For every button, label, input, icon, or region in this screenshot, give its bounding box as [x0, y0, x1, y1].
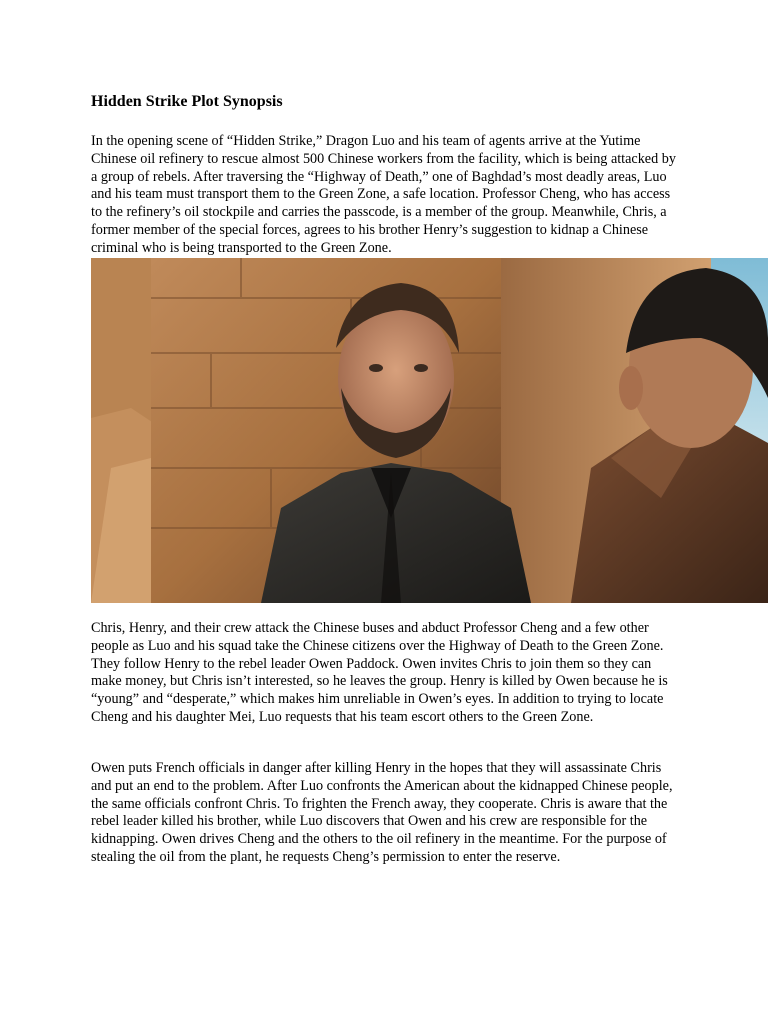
paragraph-2: Chris, Henry, and their crew attack the Chinese buses and abduct Professor Cheng and a few other people as Luo and his squad take the Chinese citizens over the Highway of Death to the Green Zone. They follow Henry to the rebel leader Owen Paddock. Owen invites Chris to join them so they can make money, but Chris isn’t interested, so he leaves the group. Henry is killed by Owen because he is “young” and “desperate,” which makes him unreliable in Owen’s eyes. In addition to trying to locate Cheng and his daughter Mei, Luo requests that his team escort others to the Green Zone.	[91, 620, 668, 725]
paragraph-3: Owen puts French officials in danger after killing Henry in the hopes that they will assassinate Chris and put an end to the problem. After Luo confronts the American about the kidnapped Chinese people, the same officials confront Chris. To frighten the French away, they cooperate. Chris is aware that the rebel leader killed his brother, while Luo discovers that Owen and his crew are responsible for the kidnapping. Owen drives Cheng and the others to the oil refinery in the meantime. For the purpose of stealing the oil from the plant, he requests Cheng’s permission to enter the reserve.	[91, 760, 673, 865]
movie-still-image	[91, 258, 768, 603]
paragraph-1: In the opening scene of “Hidden Strike,” Dragon Luo and his team of agents arrive at the Yutime Chinese oil refinery to rescue almost 500 Chinese workers from the facility, which is being attacked by a group of rebels. After traversing the “Highway of Death,” one of Baghdad’s most deadly areas, Luo and his team must transport them to the Green Zone, a safe location. Professor Cheng, who has access to the refinery’s oil stockpile and carries the passcode, is a member of the group. Meanwhile, Chris, a former member of the special forces, agrees to his brother Henry’s suggestion to kidnap a Chinese criminal who is being transported to the Green Zone.	[91, 133, 676, 256]
document-title: Hidden Strike Plot Synopsis	[91, 93, 283, 110]
